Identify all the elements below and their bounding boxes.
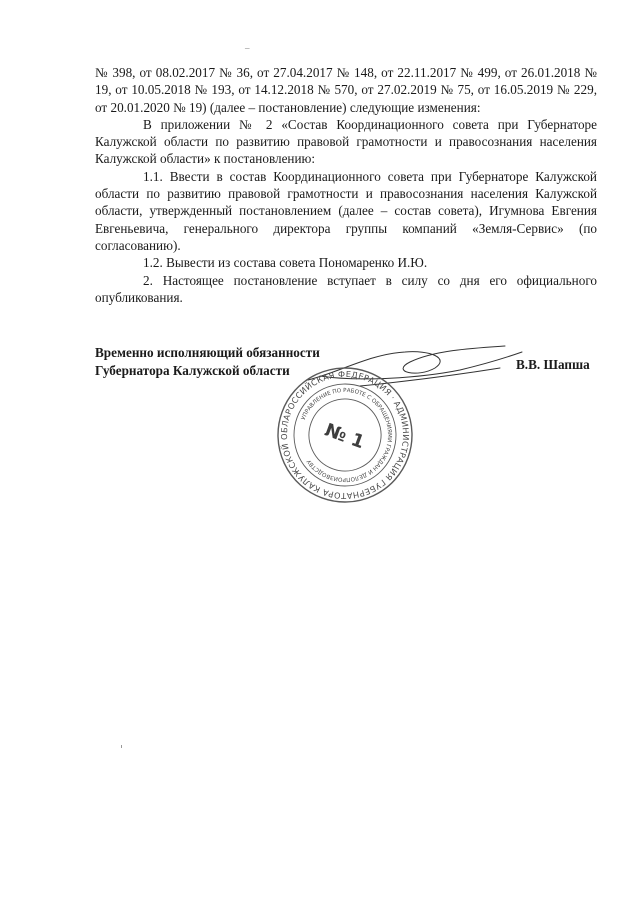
seal-inner-text: УПРАВЛЕНИЕ ПО РАБОТЕ С ОБРАЩЕНИЯМИ ГРАЖДАН И ДЕЛОПРОИЗВОДСТВУ: [300, 387, 393, 483]
signatory-name: В.В. Шапша: [516, 357, 590, 372]
paragraph-amendments-list: № 398, от 08.02.2017 № 36, от 27.04.2017 № 148, от 22.11.2017 № 499, от 26.01.2018 № 19, от 10.05.2018 № 193, от 14.12.2018 № 570, от 27.02.2019 № 75, от 16.05.2019 № 229, от 20.01.2020 № 19) (далее – постановление) следующие изменения:: [95, 65, 597, 115]
paragraph-item-1-1: 1.1. Ввести в состав Координационного совета при Губернаторе Калужской области по развитию правовой грамотности и правосознания населения Калужской области, утвержденный постановлением (далее – состав совета), Игумнова Евгения Евгеньевича, генерального директора группы компаний «Земля-Сервис» (по согласованию).: [95, 168, 597, 253]
document-body: [95, 64, 597, 306]
official-seal: [275, 365, 415, 505]
scan-speck: [121, 745, 122, 748]
signatory-title-line2: Губернатора Калужской области: [95, 362, 290, 378]
paragraph-appendix-2: В приложении № 2 «Состав Координационного совета при Губернаторе Калужской области по развитию правовой грамотности и правосознания населения Калужской области» к постановлению:: [95, 116, 597, 167]
page-mark: _: [245, 40, 250, 50]
paragraph-item-1-2: 1.2. Вывести из состава совета Пономаренко И.Ю.: [143, 255, 428, 271]
signatory-title-line1: Временно исполняющий обязанности: [95, 345, 320, 360]
paragraph-item-2: 2. Настоящее постановление вступает в силу со дня его официального опубликования.: [95, 272, 597, 305]
seal-outer-text: РОССИЙСКАЯ ФЕДЕРАЦИЯ · АДМИНИСТРАЦИЯ ГУБЕРНАТОРА КАЛУЖСКОЙ ОБЛАСТИ: [278, 368, 412, 502]
seal-number: № 1: [321, 419, 368, 454]
